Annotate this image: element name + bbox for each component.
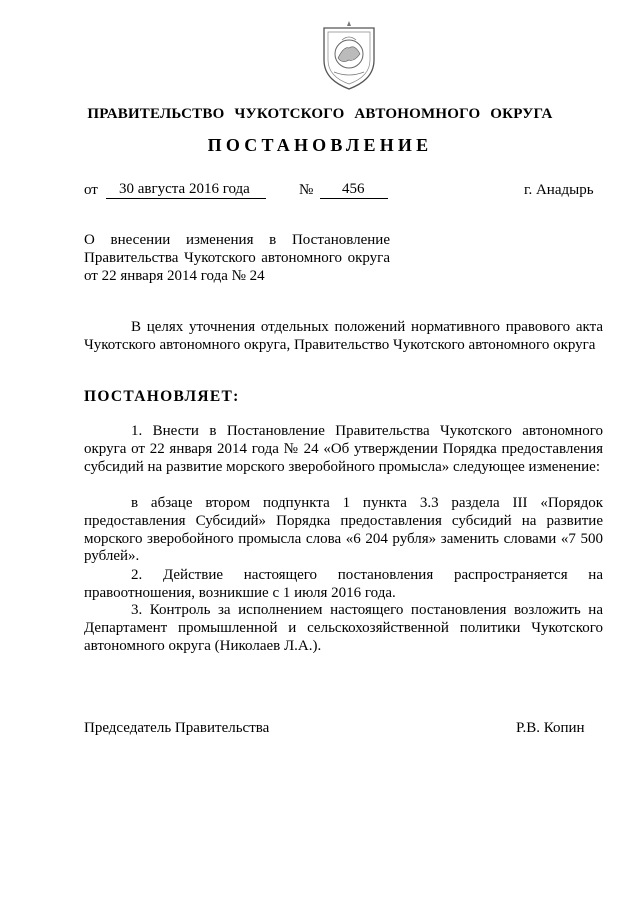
- city-name: г. Анадырь: [524, 182, 594, 198]
- body-item-2: 2. Действие настоящего постановления распространяется на правоотношения, возникшие с 1 июля 2016 года.: [84, 567, 603, 601]
- document-type-title: ПОСТАНОВЛЕНИЕ: [207, 135, 433, 155]
- body-item-1-amendment: в абзаце втором подпункта 1 пункта 3.3 раздела III «Порядок предоставления Субсидий» Порядка предоставления субсидий на развитие морского зверобойного промысла слова «6 204 рубля» заменить словами «7 500 рублей».: [84, 495, 603, 565]
- body-item-3: 3. Контроль за исполнением настоящего постановления возложить на Департамент промышленной и сельскохозяйственной политики Чукотского автономного округа (Николаев Л.А.).: [84, 602, 603, 654]
- government-title: ПРАВИТЕЛЬСТВО ЧУКОТСКОГО АВТОНОМНОГО ОКРУГА: [87, 106, 553, 122]
- date-underline: [106, 198, 266, 199]
- body-item-1: 1. Внести в Постановление Правительства Чукотского автономного округа от 22 января 2014 года № 24 «Об утверждении Порядка предоставления субсидий на развитие морского зверобойного промысла» следующее изменение:: [84, 423, 603, 475]
- number-label: №: [299, 182, 314, 198]
- document-subject: О внесении изменения в Постановление Правительства Чукотского автономного округа от 22 января 2014 года № 24: [84, 232, 390, 284]
- decree-heading: ПОСТАНОВЛЯЕТ:: [84, 388, 240, 405]
- preamble: В целях уточнения отдельных положений нормативного правового акта Чукотского автономного округа, Правительство Чукотского автономного округа: [84, 319, 603, 353]
- signature-position: Председатель Правительства: [84, 720, 270, 736]
- document-date: 30 августа 2016 года: [119, 181, 250, 197]
- signature-name: Р.В. Копин: [516, 720, 585, 736]
- coat-of-arms-icon: [318, 18, 380, 92]
- from-label: от: [84, 182, 98, 198]
- number-underline: [320, 198, 388, 199]
- document-number: 456: [342, 181, 365, 197]
